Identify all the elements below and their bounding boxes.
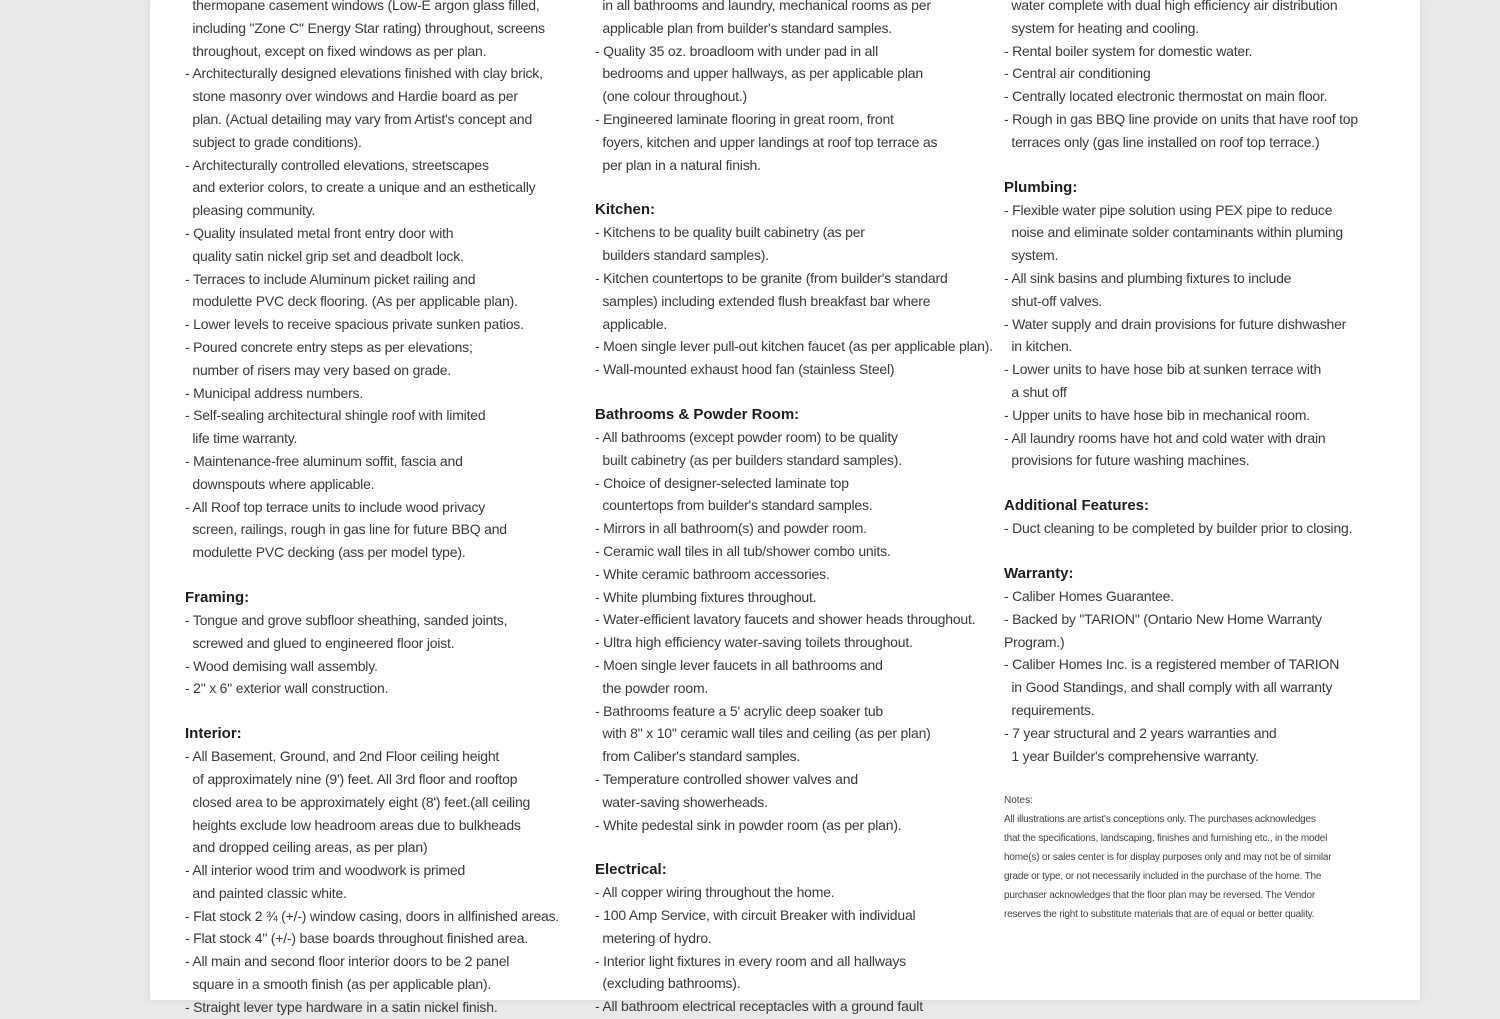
spec-line: of approximately nine (9') feet. All 3rd floor and rooftop bbox=[185, 770, 518, 787]
spec-line: including "Zone C" Energy Star rating) throughout, screens bbox=[185, 19, 545, 36]
spec-line: - All Basement, Ground, and 2nd Floor ceiling height bbox=[185, 748, 500, 765]
spec-line: - Flat stock 4" (+/-) base boards throughout finished area. bbox=[185, 930, 528, 947]
spec-line: - Backed by "TARION" (Ontario New Home Warranty bbox=[1004, 610, 1322, 627]
spec-line: - Quality 35 oz. broadloom with under pad in all bbox=[595, 42, 879, 59]
column-1 bbox=[185, 0, 580, 1019]
spec-line: - All Roof top terrace units to include wood privacy bbox=[185, 498, 486, 515]
spec-line: a shut off bbox=[1004, 383, 1067, 400]
section-bathrooms-and-powder-room bbox=[595, 403, 990, 836]
spec-line: - Ultra high efficiency water-saving toilets throughout. bbox=[595, 634, 913, 651]
section-continued bbox=[595, 0, 990, 176]
spec-line: - Moen single lever pull-out kitchen faucet (as per applicable plan). bbox=[595, 338, 993, 355]
spec-line: - Terraces to include Aluminum picket railing and bbox=[185, 270, 476, 287]
document-page bbox=[150, 0, 1420, 1015]
spec-line: plan. (Actual detailing may vary from Artist's concept and bbox=[185, 110, 533, 127]
section-interior bbox=[185, 722, 580, 1019]
section-heading: Warranty: bbox=[1004, 564, 1074, 582]
spec-line: screwed and glued to engineered floor joist. bbox=[185, 634, 455, 651]
spec-line: - Kitchens to be quality built cabinetry (as per bbox=[595, 224, 865, 241]
spec-line: - Moen single lever faucets in all bathrooms and bbox=[595, 656, 883, 673]
spec-line: number of risers may very based on grade. bbox=[185, 361, 452, 378]
spec-line: - Lower units to have hose bib at sunken terrace with bbox=[1004, 361, 1322, 378]
column-3 bbox=[1004, 0, 1394, 924]
notes-line: home(s) or sales center is for display purposes only and may not be of similar bbox=[1004, 852, 1332, 864]
spec-line: - Straight lever type hardware in a satin nickel finish. bbox=[185, 998, 498, 1015]
spec-line: - Caliber Homes Inc. is a registered member of TARION bbox=[1004, 656, 1340, 673]
spec-line: - Architecturally designed elevations finished with clay brick, bbox=[185, 65, 543, 82]
spec-line: - All interior wood trim and woodwork is primed bbox=[185, 862, 466, 879]
spec-line: - All laundry rooms have hot and cold water with drain bbox=[1004, 429, 1326, 446]
spec-line: shut-off valves. bbox=[1004, 292, 1103, 309]
notes-heading: Notes: bbox=[1004, 795, 1033, 807]
spec-line: builders standard samples). bbox=[595, 247, 769, 264]
notes-line: grade or type, or not necessarily included in the purchase of the home. The bbox=[1004, 871, 1322, 883]
section-continued bbox=[1004, 0, 1394, 154]
spec-line: metering of hydro. bbox=[595, 929, 712, 946]
spec-line: - All bathroom electrical receptacles with a ground fault bbox=[595, 998, 923, 1015]
spec-line: screen, railings, rough in gas line for future BBQ and bbox=[185, 521, 507, 538]
spec-line: and painted classic white. bbox=[185, 884, 347, 901]
spec-line: - White ceramic bathroom accessories. bbox=[595, 565, 830, 582]
spec-line: thermopane casement windows (Low-E argon glass filled, bbox=[185, 0, 540, 13]
spec-list bbox=[595, 881, 990, 1018]
spec-line: - Mirrors in all bathroom(s) and powder room. bbox=[595, 520, 867, 537]
spec-line: and exterior colors, to create a unique and an esthetically bbox=[185, 179, 536, 196]
spec-line: life time warranty. bbox=[185, 430, 298, 447]
spec-line: - Caliber Homes Guarantee. bbox=[1004, 587, 1174, 604]
spec-line: - 100 Amp Service, with circuit Breaker with individual bbox=[595, 907, 916, 924]
spec-line: - Lower levels to receive spacious private sunken patios. bbox=[185, 316, 524, 333]
spec-list bbox=[595, 221, 993, 381]
spec-line: system for heating and cooling. bbox=[1004, 19, 1199, 36]
section-continued bbox=[185, 0, 580, 564]
spec-line: - Ceramic wall tiles in all tub/shower combo units. bbox=[595, 542, 891, 559]
spec-line: - 2" x 6" exterior wall construction. bbox=[185, 680, 389, 697]
spec-line: - All sink basins and plumbing fixtures to include bbox=[1004, 269, 1292, 286]
spec-line: - White pedestal sink in powder room (as per plan). bbox=[595, 816, 902, 833]
section-warranty bbox=[1004, 562, 1394, 767]
spec-line: - Central air conditioning bbox=[1004, 65, 1151, 82]
spec-line: noise and eliminate solder contaminants within pluming bbox=[1004, 224, 1343, 241]
spec-line: - Rental boiler system for domestic water. bbox=[1004, 42, 1253, 59]
section-heading: Electrical: bbox=[595, 861, 667, 879]
spec-line: - Quality insulated metal front entry door with bbox=[185, 224, 454, 241]
spec-line: in kitchen. bbox=[1004, 338, 1073, 355]
spec-line: - Kitchen countertops to be granite (from builder's standard bbox=[595, 269, 948, 286]
spec-line: Program.) bbox=[1004, 633, 1065, 650]
spec-line: - Duct cleaning to be completed by builder prior to closing. bbox=[1004, 520, 1353, 537]
spec-line: - Water-efficient lavatory faucets and shower heads throughout. bbox=[595, 611, 976, 628]
spec-list bbox=[595, 426, 990, 836]
spec-line: samples) including extended flush breakfast bar where bbox=[595, 292, 931, 309]
spec-line: downspouts where applicable. bbox=[185, 475, 375, 492]
section-heading: Interior: bbox=[185, 725, 242, 743]
spec-line: foyers, kitchen and upper landings at roof top terrace as bbox=[595, 133, 938, 150]
spec-line: with 8" x 10" ceramic wall tiles and ceiling (as per plan) bbox=[595, 725, 931, 742]
spec-line: - Tongue and grove subfloor sheathing, sanded joints, bbox=[185, 611, 508, 628]
spec-line: - White plumbing fixtures throughout. bbox=[595, 588, 817, 605]
spec-line: per plan in a natural finish. bbox=[595, 156, 761, 173]
spec-line: square in a smooth finish (as per applicable plan). bbox=[185, 976, 492, 993]
spec-line: - Rough in gas BBQ line provide on units that have roof top bbox=[1004, 110, 1358, 127]
spec-line: - Bathrooms feature a 5' acrylic deep soaker tub bbox=[595, 702, 884, 719]
spec-line: - Temperature controlled shower valves and bbox=[595, 770, 858, 787]
section-additional-features bbox=[1004, 494, 1394, 540]
spec-line: - Water supply and drain provisions for future dishwasher bbox=[1004, 315, 1347, 332]
section-plumbing bbox=[1004, 176, 1394, 473]
notes-line: that the specifications, landscaping, finishes and furnishing etc., in the model bbox=[1004, 833, 1328, 845]
section-framing bbox=[185, 586, 580, 700]
spec-line: bedrooms and upper hallways, as per applicable plan bbox=[595, 65, 923, 82]
spec-line: - 7 year structural and 2 years warranties and bbox=[1004, 724, 1277, 741]
spec-line: from Caliber's standard samples. bbox=[595, 748, 801, 765]
notes-block bbox=[1004, 791, 1394, 924]
spec-line: built cabinetry (as per builders standard samples). bbox=[595, 451, 902, 468]
spec-line: - Self-sealing architectural shingle roof with limited bbox=[185, 407, 486, 424]
spec-line: and dropped ceiling areas, as per plan) bbox=[185, 839, 428, 856]
spec-line: - Poured concrete entry steps as per elevations; bbox=[185, 338, 473, 355]
spec-line: water-saving showerheads. bbox=[595, 793, 768, 810]
spec-line: applicable. bbox=[595, 315, 668, 332]
spec-line: - Choice of designer-selected laminate top bbox=[595, 474, 849, 491]
spec-line: - Wall-mounted exhaust hood fan (stainless Steel) bbox=[595, 361, 895, 378]
spec-line: provisions for future washing machines. bbox=[1004, 452, 1250, 469]
column-2 bbox=[595, 0, 993, 1018]
spec-line: subject to grade conditions). bbox=[185, 133, 362, 150]
spec-line: throughout, except on fixed windows as per plan. bbox=[185, 42, 487, 59]
section-heading: Bathrooms & Powder Room: bbox=[595, 405, 800, 423]
spec-list bbox=[1004, 0, 1394, 154]
notes-line: All illustrations are artist's conceptions only. The purchases acknowledges bbox=[1004, 814, 1316, 826]
spec-line: system. bbox=[1004, 247, 1059, 264]
notes-line: purchaser acknowledges that the floor plan may be reversed. The Vendor bbox=[1004, 890, 1316, 902]
spec-line: - All main and second floor interior doors to be 2 panel bbox=[185, 953, 510, 970]
section-heading: Framing: bbox=[185, 588, 250, 606]
spec-line: stone masonry over windows and Hardie board as per bbox=[185, 88, 518, 105]
spec-line: quality satin nickel grip set and deadbolt lock. bbox=[185, 247, 464, 264]
spec-line: pleasing community. bbox=[185, 202, 316, 219]
spec-line: - Municipal address numbers. bbox=[185, 384, 364, 401]
section-heading: Kitchen: bbox=[595, 201, 655, 219]
section-electrical bbox=[595, 858, 990, 1018]
spec-list bbox=[185, 0, 580, 564]
spec-line: - Centrally located electronic thermostat on main floor. bbox=[1004, 88, 1328, 105]
spec-list bbox=[1004, 585, 1394, 767]
spec-line: - Engineered laminate flooring in great room, front bbox=[595, 110, 894, 127]
spec-line: in Good Standings, and shall comply with all warranty bbox=[1004, 679, 1333, 696]
spec-line: in all bathrooms and laundry, mechanical rooms as per bbox=[595, 0, 931, 13]
spec-line: requirements. bbox=[1004, 701, 1095, 718]
spec-line: (excluding bathrooms). bbox=[595, 975, 741, 992]
spec-line: closed area to be approximately eight (8') feet.(all ceiling bbox=[185, 793, 531, 810]
section-heading: Additional Features: bbox=[1004, 497, 1150, 515]
spec-line: heights exclude low headroom areas due to bulkheads bbox=[185, 816, 521, 833]
spec-list bbox=[185, 609, 580, 700]
spec-line: - Wood demising wall assembly. bbox=[185, 657, 378, 674]
spec-line: terraces only (gas line installed on roof top terrace.) bbox=[1004, 133, 1320, 150]
notes-line: reserves the right to substitute materials that are of equal or better quality. bbox=[1004, 909, 1315, 921]
spec-line: - All bathrooms (except powder room) to be quality bbox=[595, 428, 898, 445]
section-heading: Plumbing: bbox=[1004, 178, 1078, 196]
spec-line: - Flat stock 2 ¾ (+/-) window casing, doors in allfinished areas. bbox=[185, 907, 560, 924]
spec-line: - Maintenance-free aluminum soffit, fascia and bbox=[185, 452, 463, 469]
spec-line: countertops from builder's standard samples. bbox=[595, 497, 873, 514]
spec-line: applicable plan from builder's standard samples. bbox=[595, 19, 892, 36]
spec-line: modulette PVC deck flooring. (As per applicable plan). bbox=[185, 293, 518, 310]
section-kitchen bbox=[595, 198, 993, 381]
spec-line: - All copper wiring throughout the home. bbox=[595, 884, 835, 901]
spec-line: water complete with dual high efficiency air distribution bbox=[1004, 0, 1338, 13]
spec-line: - Flexible water pipe solution using PEX pipe to reduce bbox=[1004, 201, 1333, 218]
spec-line: - Upper units to have hose bib in mechanical room. bbox=[1004, 406, 1310, 423]
spec-line: modulette PVC decking (ass per model type). bbox=[185, 544, 466, 561]
spec-line: 1 year Builder's comprehensive warranty. bbox=[1004, 747, 1259, 764]
spec-list bbox=[1004, 517, 1394, 540]
spec-list bbox=[185, 745, 580, 1019]
spec-line: (one colour throughout.) bbox=[595, 88, 748, 105]
spec-list bbox=[1004, 199, 1394, 473]
spec-line: - Architecturally controlled elevations, streetscapes bbox=[185, 156, 489, 173]
spec-list bbox=[595, 0, 990, 176]
spec-line: the powder room. bbox=[595, 679, 709, 696]
spec-line: - Interior light fixtures in every room and all hallways bbox=[595, 952, 906, 969]
